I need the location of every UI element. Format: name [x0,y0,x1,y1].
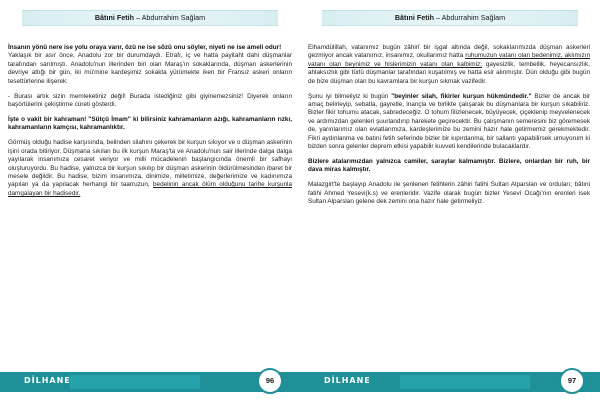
running-header [322,10,578,26]
title-separator: – [136,13,142,22]
paragraph: Görmüş olduğu hadise karşısında, belinden silahını çekerek bir kurşun sıkıyor ve o düşman askerinin işini orada bitiriyor. Düşmana sıkılan bu ilk kurşun Maraş'ta ve Anadolu'nun sair illerinde dalga dalga yayılarak insanımıza cesaret veriyor ve milli mücadelenin başlangıcında önemli bir safhayı oluşturuyordu. Bu hadise, yalnızca bir kurşun sıkılıp bir düşman askerinin öldürülmesinden ibaret bir mesele değildir. Bu hadise, bizim insanımıza, dinimize, milletimize, değerlerimize ve kadınımıza yapılan ya da yapılacak herhangi bir taarruzun, bedelinin ancak ölüm olduğunu tarihe kurşunla damgalayan bir hadisedir. [8,139,292,197]
footer-stripe [70,375,200,389]
footer-stripe [400,375,530,389]
running-header [22,10,278,26]
paragraph: Malazgirt'te başlayıp Anadolu ile şenlenen fetihlerin zâhiri fatihi Sultan Alparslan ve orduları; bâtıni fatihi Ahmed Yesevi(k.s) ve erenleridir. Vazife olarak bugün bizler Yesevî Ocağı'nın erenleri isek Sultan Alparslan gelene dek zemini ona hazır hale getirmeliyiz. [308,181,590,206]
book-title: Bâtıni Fetih [94,13,134,22]
author-name: Abdurrahim Sağlam [141,13,206,22]
publisher-logo: DİLHANE [324,376,371,385]
body-text [8,44,292,205]
paragraph: Bizlere atalarımızdan yalnızca camiler, saraylar kalmamıştır. Bizlere, onlardan bir ruh, bir dava miras kalmıştır. [308,158,590,174]
footer-band [0,372,300,392]
paragraph: Şunu iyi bilmeliyiz ki bugün "beyinler silah, fikirler kurşun hükmündedir." Bizler de ancak bir amaç belirleyip, sebatla, gayretle, inançla ve birlikte çalışarak bu düşmanlara bir kurşun sıkabiliriz. Bizler fikir tohumu atacak, sabredeceğiz. O tohum filizlenecek, büyüyecek, çiçeklenip meyvelenecek ve ardımızdan gelenleri şuurlandırıp harekete geçirecektir. Bu çalışmanın semeresini biz göremesek de, yarınlarımız olan evlatlarımıza, kardeşlerimize bu zemini hazır hale getirmemiz gerekmektedir. Fikri aydınlanma ve batıni fetih seferinde bizler bir kıpırdanma, bir sallantı yapabilirsek umuyorum ki bizden sonra gelenler deprem etkisi yapabilir kuvveti kendilerinde bulacaklardır. [308,92,590,151]
book-title: Bâtıni Fetih [394,13,434,22]
paragraph: İnsanın yönü nere ise yolu oraya varır, özü ne ise sözü onu söyler, niyeti ne ise ameli odur! Yaklaşık bir asır önce, Anadolu zor bir durumdaydı. Etrafı, iç ve hatta payitaht dahi düşmanlar tarafından sarılmıştı. Anadolu'nun illerinden biri olan Maraş'ın sokaklarında, düşman askerlerinin devriye attığı bir gün, iki mü'mine kardeşimiz sokakta yürümekte iken bir Fransız askeri onların tesettürlerine ilişerek: [8,44,292,85]
publisher-logo: DİLHANE [24,376,71,385]
page-number: 97 [559,368,585,394]
body-text [308,44,590,213]
title-separator: – [436,13,442,22]
paragraph: Elhamdülillah, vatanımız bugün zâhirî bir işgal altında değil, sokaklarımızda düşman askerleri gezmiyor ancak vatanımız, insanımız, okullarımız hatta ruhumuzun vatanı olan bedenimiz, aklımızın vatanı olan beynimiz ve hislerimizin vatanı olan kalbimiz; gayesizlik, tembellik, heyecansızlık, ahlaksızlık gibi türlü düşmanlar tarafından kuşatılmış ve hatta esir alınmıştır. Dün olduğu gibi bugün de bize düşman olan bu kavramlara bir kurşun sıkmak vazifedir. [308,44,590,85]
right-page [300,0,600,400]
paragraph: İşte o vakit bir kahraman! ''Sütçü İmam'' ki bilirsiniz kahramanların azığı, kahramanların rızkı, kahramanların kamçısı, kahramanlıktır. [8,115,292,132]
paragraph: - Burası artık sizin memleketiniz değil! Burada istediğiniz gibi giyinemezsiniz! Diyerek onların başörtülerini çekiştirme cüreti gösterdi. [8,92,292,109]
footer-band [300,372,600,392]
page-number: 96 [257,368,283,394]
author-name: Abdurrahim Sağlam [441,13,506,22]
